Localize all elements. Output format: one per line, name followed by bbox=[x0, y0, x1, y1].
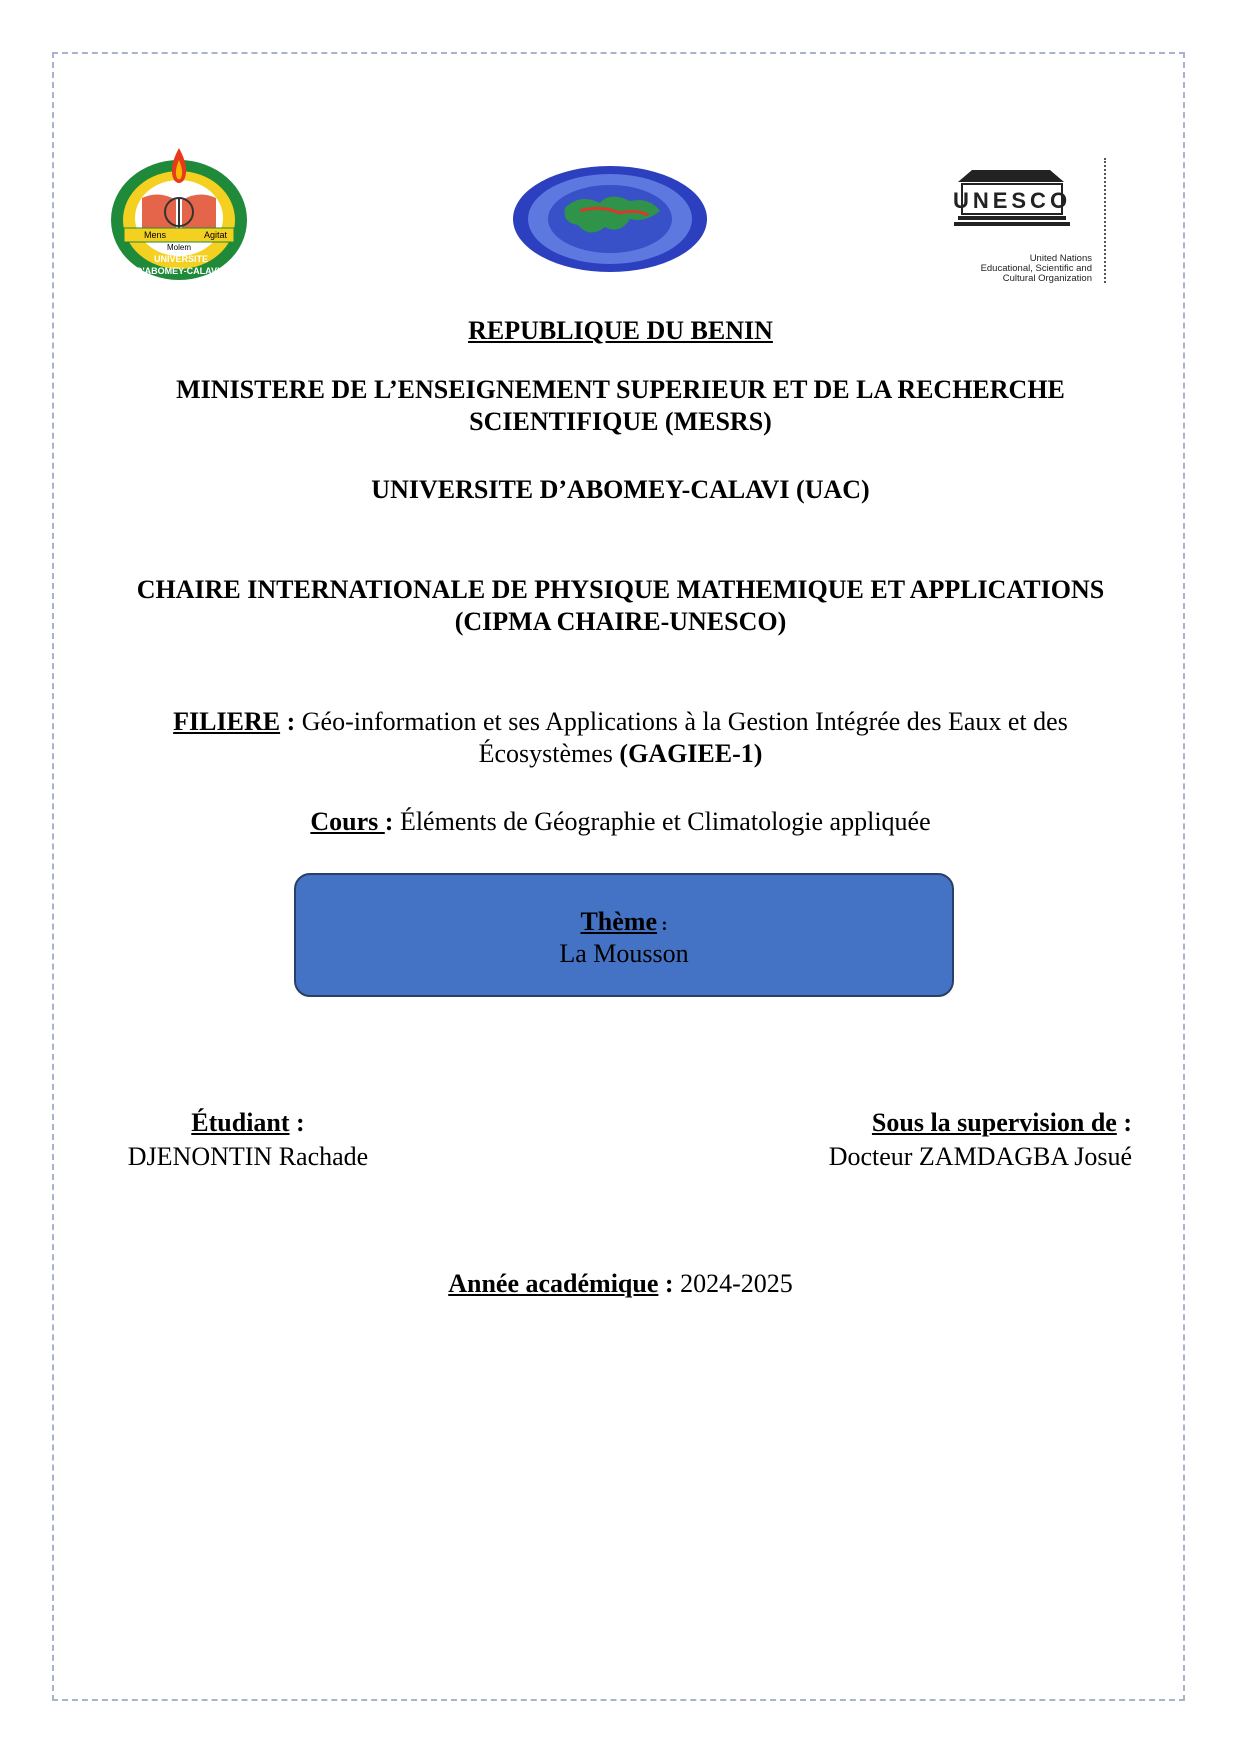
academic-year-value: 2024-2025 bbox=[680, 1269, 793, 1298]
unesco-dotted-rule bbox=[1104, 158, 1110, 283]
unesco-caption-line1: United Nations bbox=[1029, 253, 1092, 264]
student-label-line bbox=[98, 1106, 398, 1140]
ministry-line-1: MINISTERE DE L’ENSEIGNEMENT SUPERIEUR ET DE LA RECHERCHE bbox=[176, 375, 1065, 404]
unesco-wordmark: UNESCO bbox=[952, 188, 1072, 213]
filiere-text-2: Écosystèmes bbox=[478, 739, 620, 768]
filiere-code: (GAGIEE-1) bbox=[619, 739, 763, 768]
university-title: UNIVERSITE D’ABOMEY-CALAVI (UAC) bbox=[371, 475, 870, 504]
unesco-caption bbox=[940, 254, 1092, 284]
uac-motto-center: Molem bbox=[167, 243, 192, 252]
supervisor-label: Sous la supervision de bbox=[871, 1108, 1117, 1137]
supervisor-label-line bbox=[770, 1106, 1132, 1140]
uac-motto-left: Mens bbox=[144, 230, 167, 240]
cours-label: Cours bbox=[310, 807, 385, 836]
supervisor-colon: : bbox=[1116, 1108, 1132, 1137]
uac-motto-right: Agitat bbox=[204, 230, 228, 240]
chair-line-1: CHAIRE INTERNATIONALE DE PHYSIQUE MATHEMIQUE ET APPLICATIONS bbox=[136, 575, 1105, 604]
uac-ring-top: UNIVERSITE bbox=[154, 254, 209, 264]
supervisor-block bbox=[770, 1106, 1132, 1174]
theme-label-line bbox=[296, 907, 952, 939]
supervisor-name: Docteur ZAMDAGBA Josué bbox=[828, 1142, 1132, 1171]
cours-sep: : bbox=[384, 807, 400, 836]
academic-year-sep: : bbox=[658, 1269, 681, 1298]
student-label: Étudiant bbox=[191, 1108, 290, 1137]
student-colon: : bbox=[289, 1108, 305, 1137]
cours-line bbox=[60, 806, 1181, 838]
uac-ring-bottom: D'ABOMEY-CALAVI bbox=[136, 266, 220, 276]
cours-text: Éléments de Géographie et Climatologie appliquée bbox=[399, 807, 931, 836]
filiere-line-1 bbox=[60, 706, 1181, 738]
theme-label: Thème bbox=[580, 907, 658, 936]
uac-logo bbox=[104, 140, 254, 285]
cipma-globe-logo bbox=[510, 163, 710, 275]
filiere-sep: : bbox=[280, 707, 302, 736]
academic-year-line bbox=[60, 1268, 1181, 1300]
student-block bbox=[98, 1106, 398, 1174]
student-name: DJENONTIN Rachade bbox=[127, 1142, 369, 1171]
theme-value: La Mousson bbox=[559, 939, 689, 968]
academic-year-label: Année académique bbox=[448, 1269, 659, 1298]
chair-line-2: (CIPMA CHAIRE-UNESCO) bbox=[454, 607, 787, 636]
unesco-caption-line3: Cultural Organization bbox=[1002, 273, 1092, 284]
unesco-caption-line2: Educational, Scientific and bbox=[980, 263, 1092, 274]
filiere-text-1: Géo-information et ses Applications à la Gestion Intégrée des Eaux et des bbox=[301, 707, 1068, 736]
theme-colon: : bbox=[657, 914, 668, 934]
filiere-line-2 bbox=[60, 738, 1181, 770]
filiere-label: FILIERE bbox=[173, 707, 281, 736]
ministry-line-2: SCIENTIFIQUE (MESRS) bbox=[469, 407, 772, 436]
republic-title bbox=[60, 315, 1181, 347]
theme-box bbox=[294, 873, 954, 997]
republic-text: REPUBLIQUE DU BENIN bbox=[468, 316, 773, 345]
